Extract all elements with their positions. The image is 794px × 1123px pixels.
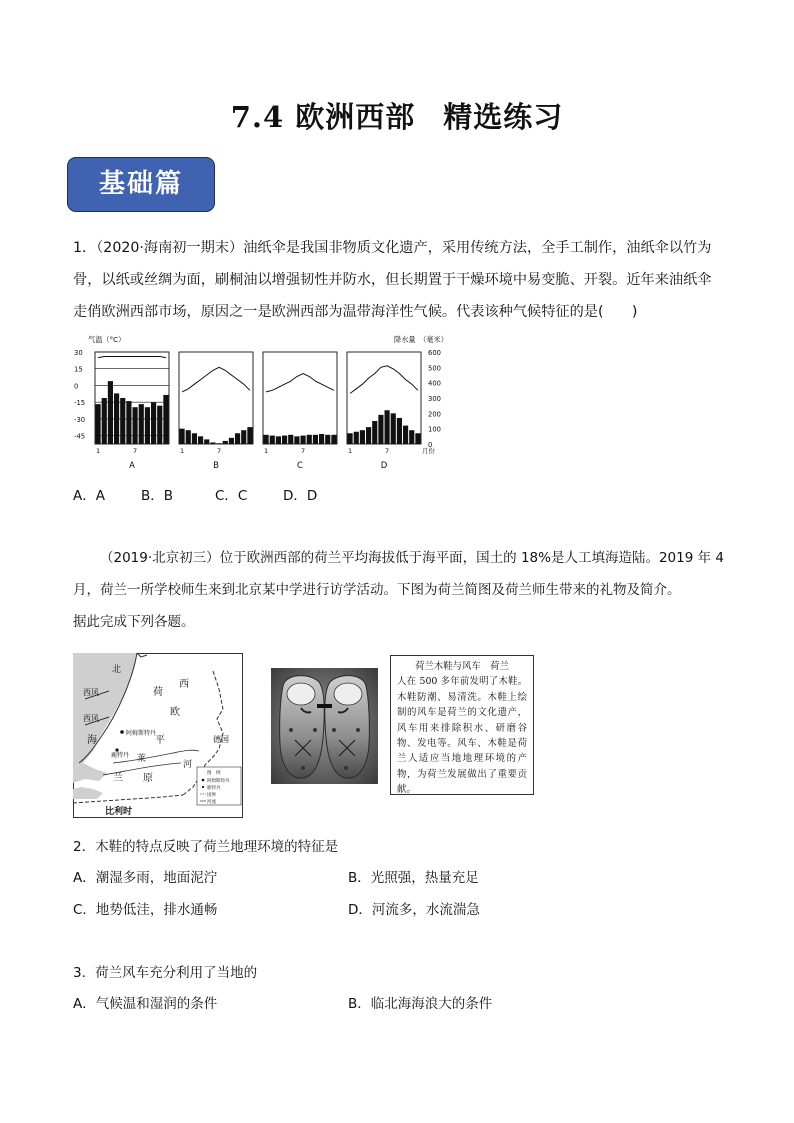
map-label-belgium: 比利时 bbox=[105, 807, 133, 817]
precip-bar bbox=[325, 435, 330, 444]
panel-label: A bbox=[129, 461, 135, 471]
climate-charts-svg bbox=[70, 332, 448, 477]
precip-bar bbox=[186, 430, 191, 444]
right-tick-label: 300 bbox=[428, 395, 441, 403]
question-1-options bbox=[73, 484, 373, 504]
q2-option-d[interactable]: D．河流多，水流湍急 bbox=[348, 902, 480, 918]
map-label-rotterdam: 鹿特丹 bbox=[111, 752, 130, 759]
precip-bar bbox=[102, 398, 107, 444]
climate-charts bbox=[70, 332, 448, 481]
precip-bar bbox=[378, 415, 383, 444]
map-label-germany: 德国 bbox=[213, 735, 229, 744]
left-tick-label: -30 bbox=[74, 415, 86, 424]
q1-option-c[interactable]: C．C bbox=[215, 488, 248, 504]
precip-bar bbox=[204, 439, 209, 444]
precip-bar bbox=[223, 441, 228, 444]
x-tick-label: 1 bbox=[96, 447, 101, 455]
gift-card bbox=[390, 655, 534, 795]
left-tick-label: 15 bbox=[74, 365, 83, 374]
precip-bar bbox=[270, 436, 275, 444]
map-label-he-river: 河 bbox=[183, 760, 193, 770]
q2-option-c[interactable]: C．地势低洼，排水通畅 bbox=[73, 902, 218, 918]
precip-bar bbox=[294, 436, 299, 444]
precip-bar bbox=[229, 438, 234, 444]
question-1-text: 1．（2020·海南初一期末）油纸伞是我国非物质文化遗产，采用传统方法，全手工制作，油纸伞以竹为骨，以纸或丝绸为面，刷桐油以增强韧性并防水，但长期置于干燥环境中易变脆、开裂。近年来油纸伞走俏欧洲西部市场，原因之一是欧洲西部为温带海洋性气候。代表该种气候特征的是( ) bbox=[73, 240, 712, 320]
precip-bar bbox=[391, 413, 396, 444]
map-label-xi: 西 bbox=[179, 679, 189, 690]
map-label-westerly-2: 西风 bbox=[83, 714, 99, 723]
map-label-ou: 欧 bbox=[170, 707, 180, 718]
precip-bar bbox=[307, 435, 312, 444]
precip-bar bbox=[282, 436, 287, 444]
precip-bar bbox=[145, 407, 150, 444]
precip-bar bbox=[210, 442, 215, 444]
precip-bar bbox=[180, 429, 185, 444]
right-tick-label: 0 bbox=[428, 441, 433, 449]
precip-bar bbox=[157, 406, 162, 444]
precip-bar bbox=[264, 435, 269, 444]
right-tick-label: 200 bbox=[428, 410, 441, 419]
precip-bar bbox=[372, 421, 377, 444]
legend-border: 国界 bbox=[207, 793, 216, 798]
question-3-text: 3．荷兰风车充分利用了当地的 bbox=[73, 965, 258, 981]
intro-line-3: 据此完成下列各题。 bbox=[73, 614, 195, 630]
x-tick-label: 7 bbox=[133, 447, 138, 455]
precip-bar bbox=[276, 436, 281, 444]
chart-ylabel-left: 气温（°C） bbox=[88, 335, 126, 344]
map-label-ping: 平 bbox=[155, 735, 165, 746]
panel-label: D bbox=[380, 461, 388, 471]
map-label-lan: 兰 bbox=[113, 773, 123, 784]
precip-bar bbox=[126, 401, 131, 444]
precip-bar bbox=[139, 404, 144, 444]
precip-bar bbox=[108, 381, 113, 444]
left-tick-label: 0 bbox=[74, 382, 79, 391]
map-label-he: 荷 bbox=[153, 687, 163, 698]
question-2-text: 2．木鞋的特点反映了荷兰地理环境的特征是 bbox=[73, 839, 339, 855]
x-tick-label: 1 bbox=[348, 447, 353, 455]
map-label-lai: 莱 bbox=[137, 754, 147, 764]
right-tick-label: 400 bbox=[428, 379, 441, 388]
precip-bar bbox=[133, 407, 138, 444]
intro-line-1: （2019·北京初三）位于欧洲西部的荷兰平均海拔低于海平面，国土的 18%是人工填海造陆。2019 年 4 bbox=[100, 550, 724, 566]
clogs-photo-svg bbox=[271, 668, 378, 784]
precip-bar bbox=[247, 427, 252, 444]
precip-bar bbox=[360, 430, 365, 444]
q2-option-b[interactable]: B．光照强，热量充足 bbox=[348, 870, 479, 886]
chart-ylabel-right: 降水量 （毫米） bbox=[394, 335, 448, 344]
x-tick-label: 1 bbox=[180, 447, 185, 455]
precip-bar bbox=[192, 433, 197, 444]
gift-card-text: 人在 500 多年前发明了木鞋。木鞋防潮、易清洗。木鞋上绘制的风车是荷兰的文化遗产，风车用来排除积水、研磨谷物、发电等。风车、木鞋是荷兰人适应当地地理环境的产物，为荷兰发展做出了重要贡献。 bbox=[397, 676, 527, 796]
q3-option-b[interactable]: B．临北海海浪大的条件 bbox=[348, 996, 493, 1012]
left-tick-label: 30 bbox=[74, 349, 83, 357]
right-tick-label: 500 bbox=[428, 364, 441, 373]
precip-bar bbox=[331, 435, 336, 444]
legend-rotterdam: 鹿特丹 bbox=[207, 786, 221, 791]
q1-option-a[interactable]: A．A bbox=[73, 488, 105, 504]
precip-bar bbox=[198, 436, 203, 444]
precip-bar bbox=[409, 430, 414, 444]
intro-line-2: 月，荷兰一所学校师生来到北京某中学进行访学活动。下图为荷兰简图及荷兰师生带来的礼物及简介。 bbox=[73, 582, 681, 598]
precip-bar bbox=[163, 395, 168, 444]
left-tick-label: -45 bbox=[74, 432, 86, 441]
right-tick-label: 600 bbox=[428, 349, 441, 357]
map-label-amsterdam: 阿姆斯特丹 bbox=[126, 730, 157, 737]
precip-bar bbox=[403, 426, 408, 444]
x-tick-label: 1 bbox=[264, 447, 269, 455]
precip-bar bbox=[385, 410, 390, 444]
gift-card-heading: 荷兰木鞋与风车 荷兰 bbox=[415, 661, 509, 672]
precip-bar bbox=[241, 430, 246, 444]
precip-bar bbox=[354, 432, 359, 444]
precip-bar bbox=[366, 427, 371, 444]
x-tick-label: 7 bbox=[385, 447, 390, 455]
map-label-north: 北 bbox=[112, 665, 122, 675]
legend-river: 河流 bbox=[207, 800, 216, 805]
precip-bar bbox=[120, 398, 125, 444]
netherlands-map-svg bbox=[73, 653, 243, 818]
x-unit-label: 月份 bbox=[422, 447, 435, 455]
precip-bar bbox=[313, 435, 318, 444]
x-tick-label: 7 bbox=[301, 447, 306, 455]
precip-bar bbox=[415, 433, 420, 444]
netherlands-map bbox=[73, 653, 243, 822]
precip-bar bbox=[114, 393, 119, 444]
precip-bar bbox=[217, 443, 222, 444]
precip-bar bbox=[397, 418, 402, 444]
legend-amsterdam: 阿姆斯特丹 bbox=[207, 779, 230, 784]
legend-title: 图 例 bbox=[207, 771, 221, 776]
chart-panel-frame bbox=[263, 352, 337, 444]
q3-option-a[interactable]: A．气候温和湿润的条件 bbox=[73, 996, 218, 1012]
q1-option-d[interactable]: D．D bbox=[283, 488, 318, 504]
map-label-yuan: 原 bbox=[143, 773, 153, 784]
section-banner: 基础篇 bbox=[67, 157, 215, 212]
precip-bar bbox=[235, 433, 240, 444]
panel-label: C bbox=[297, 461, 303, 471]
x-tick-label: 7 bbox=[217, 447, 222, 455]
precip-bar bbox=[319, 434, 324, 444]
right-tick-label: 100 bbox=[428, 425, 441, 434]
q2-option-a[interactable]: A．潮湿多雨，地面泥泞 bbox=[73, 870, 218, 886]
precip-bar bbox=[288, 435, 293, 444]
precip-bar bbox=[96, 404, 101, 444]
precip-bar bbox=[301, 436, 306, 444]
clogs-photo bbox=[271, 668, 378, 788]
q1-option-b[interactable]: B．B bbox=[141, 488, 174, 504]
precip-bar bbox=[348, 433, 353, 444]
left-tick-label: -15 bbox=[74, 399, 86, 408]
precip-bar bbox=[151, 403, 156, 444]
map-label-hai: 海 bbox=[87, 735, 97, 746]
page-title: 7.4 欧洲西部 精选练习 bbox=[230, 100, 564, 134]
panel-label: B bbox=[213, 461, 219, 471]
map-label-westerly-1: 西风 bbox=[83, 688, 99, 697]
